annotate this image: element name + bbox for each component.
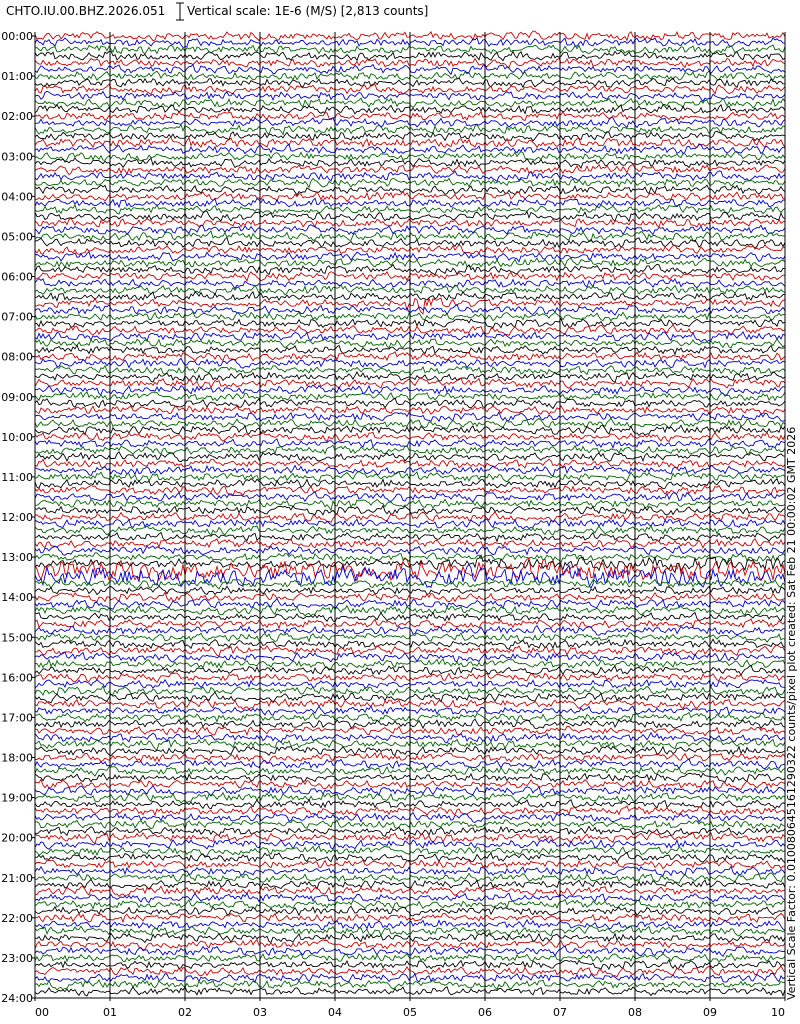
y-tick-label: 22:00 (1, 911, 33, 925)
y-tick-label: 03:00 (1, 150, 33, 164)
x-tick-label: 05 (403, 1006, 417, 1019)
x-tick-label: 00 (35, 1006, 49, 1019)
y-tick-label: 00:00 (1, 30, 33, 43)
x-tick-label: 06 (478, 1006, 492, 1019)
y-tick-label: 02:00 (1, 110, 33, 124)
side-caption: Vertical Scale Factor: 0.010080645161290322 counts/pixel plot created: Sat Feb 21 00:00:02 GMT 2026 (785, 426, 798, 1000)
y-tick-label: 15:00 (1, 631, 33, 645)
y-tick-label: 10:00 (1, 430, 33, 444)
y-tick-label: 09:00 (1, 390, 33, 404)
y-tick-label: 12:00 (1, 511, 33, 524)
x-tick-label: 03 (253, 1006, 267, 1019)
y-tick-label: 07:00 (1, 310, 33, 324)
y-tick-label: 01:00 (1, 70, 33, 84)
y-tick-label: 19:00 (1, 791, 33, 805)
x-tick-label: 09 (703, 1006, 717, 1019)
y-tick-label: 11:00 (1, 470, 33, 484)
x-tick-label: 08 (628, 1006, 642, 1019)
y-tick-label: 17:00 (1, 711, 33, 725)
x-tick-label: 02 (178, 1006, 192, 1019)
x-tick-label: 01 (103, 1006, 117, 1019)
y-tick-label: 21:00 (1, 871, 33, 885)
y-tick-label: 08:00 (1, 350, 33, 364)
y-tick-label: 20:00 (1, 831, 33, 845)
y-tick-label: 14:00 (1, 591, 33, 605)
y-tick-label: 04:00 (1, 190, 33, 204)
y-tick-label: 23:00 (1, 951, 33, 965)
y-tick-label: 16:00 (1, 671, 33, 685)
station-id: CHTO.IU.00.BHZ.2026.051 (6, 4, 166, 18)
y-tick-label: 06:00 (1, 270, 33, 284)
x-tick-label: 07 (553, 1006, 567, 1019)
y-tick-label: 13:00 (1, 551, 33, 565)
x-tick-label: 10 (771, 1006, 785, 1019)
y-tick-label: 18:00 (1, 751, 33, 765)
y-tick-label: 24:00 (1, 992, 33, 1005)
x-tick-label: 04 (328, 1006, 342, 1019)
vertical-scale-label: Vertical scale: 1E-6 (M/S) [2,813 counts] (187, 4, 429, 18)
y-tick-label: 05:00 (1, 230, 33, 244)
